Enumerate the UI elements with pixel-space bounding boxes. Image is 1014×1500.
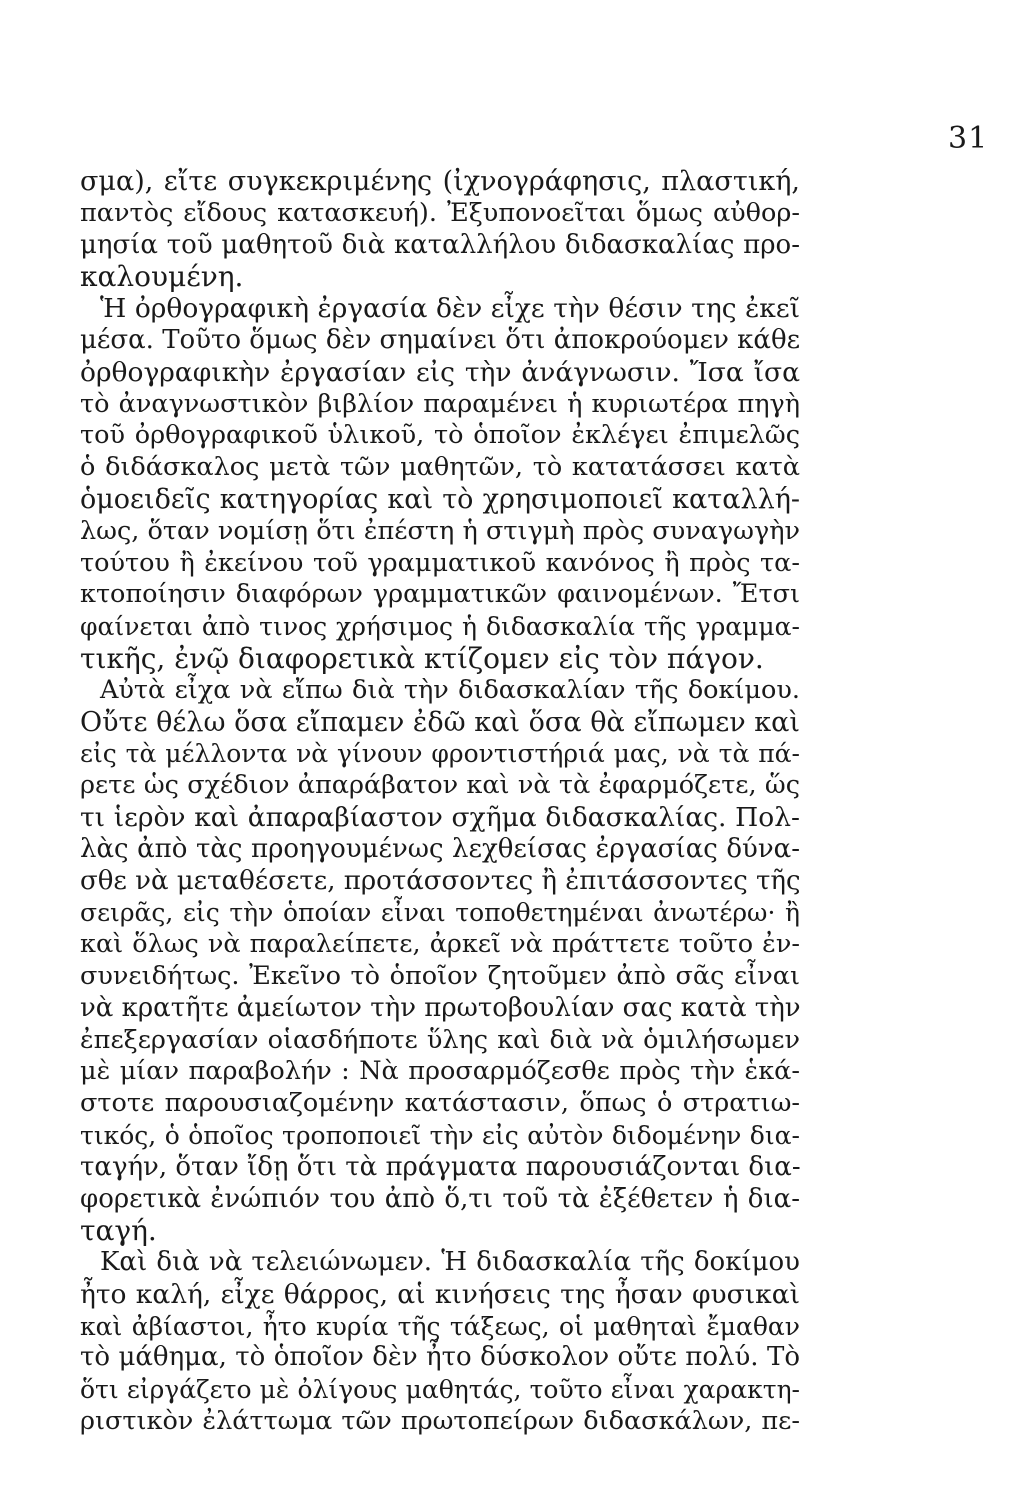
text-line: τὸ ἀναγνωστικὸν βιβλίον παραμένει ἡ κυριωτέρα πηγὴ <box>80 388 800 419</box>
text-line: φορετικὰ ἐνώπιόν του ἀπὸ ὅ,τι τοῦ τὰ ἐξέθετεν ἡ δια- <box>80 1183 800 1214</box>
text-line: ὀρθογραφικὴν ἐργασίαν εἰς τὴν ἀνάγνωσιν. Ἴσα ἴσα <box>80 356 800 388</box>
text-line: σθε νὰ μεταθέσετε, προτάσσοντες ἢ ἐπιτάσσοντες τῆς <box>80 865 801 896</box>
text-line: ρετε ὡς σχέδιον ἀπαράβατον καὶ νὰ τὰ ἐφαρμόζετε, ὥς <box>80 770 800 801</box>
text-line: τοῦ ὀρθογραφικοῦ ὑλικοῦ, τὸ ὁποῖον ἐκλέγει ἐπιμελῶς <box>80 420 800 451</box>
text-line: ἐπεξεργασίαν οἱασδήποτε ὕλης καὶ διὰ νὰ ὁμιλήσωμεν <box>80 1024 800 1055</box>
body-text <box>80 166 800 1438</box>
text-line: τούτου ἢ ἐκείνου τοῦ γραμματικοῦ κανόνος ἢ πρὸς τα- <box>80 547 800 578</box>
text-line: κτοποίησιν διαφόρων γραμματικῶν φαινομένων. Ἔτσι <box>80 579 800 610</box>
text-line: Καὶ διὰ νὰ τελειώνωμεν. Ἡ διδασκαλία τῆς δοκίμου <box>100 1247 800 1278</box>
text-line: Αὐτὰ εἶχα νὰ εἴπω διὰ τὴν διδασκαλίαν τῆς δοκίμου. <box>100 674 800 705</box>
text-line: ταγήν, ὅταν ἴδῃ ὅτι τὰ πράγματα παρουσιάζονται δια- <box>80 1151 801 1182</box>
text-line: συνειδήτως. Ἐκεῖνο τὸ ὁποῖον ζητοῦμεν ἀπὸ σᾶς εἶναι <box>80 960 800 991</box>
text-line: ριστικὸν ἐλάττωμα τῶν πρωτοπείρων διδασκάλων, πε- <box>80 1406 800 1437</box>
text-line: λως, ὅταν νομίσῃ ὅτι ἐπέστη ἡ στιγμὴ πρὸς συναγωγὴν <box>80 515 800 546</box>
text-line: ὅτι εἰργάζετο μὲ ὀλίγους μαθητάς, τοῦτο εἶναι χαρακτη- <box>80 1375 800 1405</box>
text-line: νὰ κρατῆτε ἀμείωτον τὴν πρωτοβουλίαν σας κατὰ τὴν <box>80 992 801 1023</box>
page-number: 31 <box>948 121 989 156</box>
text-line: φαίνεται ἀπὸ τινος χρήσιμος ἡ διδασκαλία τῆς γραμμα- <box>80 612 800 642</box>
text-line: μὲ μίαν παραβολήν : Νὰ προσαρμόζεσθε πρὸς τὴν ἑκά- <box>80 1056 800 1087</box>
text-line: καλουμένη. <box>80 260 244 294</box>
text-line: ὁ διδάσκαλος μετὰ τῶν μαθητῶν, τὸ κατατάσσει κατὰ <box>80 452 800 483</box>
text-line: τι ἱερὸν καὶ ἀπαραβίαστον σχῆμα διδασκαλίας. Πολ- <box>80 801 800 833</box>
text-line: τικῆς, ἐνῷ διαφορετικὰ κτίζομεν εἰς τὸν πάγον. <box>80 641 764 675</box>
text-line: εἰς τὰ μέλλοντα νὰ γίνουν φροντιστήριά μας, νὰ τὰ πά- <box>80 739 800 769</box>
text-line: τικός, ὁ ὁποῖος τροποποιεῖ τὴν εἰς αὐτὸν διδομένην δια- <box>80 1120 800 1150</box>
text-line: μησία τοῦ μαθητοῦ διὰ καταλλήλου διδασκαλίας προ- <box>80 229 800 260</box>
text-line: Ἡ ὀρθογραφικὴ ἐργασία δὲν εἶχε τὴν θέσιν της ἐκεῖ <box>100 293 800 325</box>
text-line: ταγή. <box>80 1214 157 1248</box>
text-line: καὶ ἀβίαστοι, ἦτο κυρία τῆς τάξεως, οἱ μαθηταὶ ἔμαθαν <box>80 1311 800 1341</box>
text-line: ἦτο καλή, εἶχε θάρρος, αἱ κινήσεις της ἦσαν φυσικαὶ <box>80 1278 800 1310</box>
text-line: μέσα. Τοῦτο ὅμως δὲν σημαίνει ὅτι ἀποκρούομεν κάθε <box>80 324 801 355</box>
text-line: τὸ μάθημα, τὸ ὁποῖον δὲν ἦτο δύσκολον οὔτε πολύ. Τὸ <box>80 1342 800 1373</box>
text-line: ὁμοειδεῖς κατηγορίας καὶ τὸ χρησιμοποιεῖ καταλλή- <box>80 483 800 515</box>
text-line: παντὸς εἴδους κατασκευή). Ἐξυπονοεῖται ὅμως αὐθορ- <box>80 197 800 228</box>
text-line: σειρᾶς, εἰς τὴν ὁποίαν εἶναι τοποθετημέναι ἀνωτέρω· ἢ <box>80 898 800 928</box>
text-line: Οὔτε θέλω ὅσα εἴπαμεν ἐδῶ καὶ ὅσα θὰ εἴπωμεν καὶ <box>80 706 800 738</box>
text-line: στοτε παρουσιαζομένην κατάστασιν, ὅπως ὁ στρατιω- <box>80 1088 800 1119</box>
text-line: καὶ ὅλως νὰ παραλείπετε, ἀρκεῖ νὰ πράττετε τοῦτο ἐν- <box>80 929 800 960</box>
text-line: σμα), εἴτε συγκεκριμένης (ἰχνογράφησις, πλαστική, <box>80 166 800 197</box>
text-line: λὰς ἀπὸ τὰς προηγουμένως λεχθείσας ἐργασίας δύνα- <box>80 833 800 864</box>
